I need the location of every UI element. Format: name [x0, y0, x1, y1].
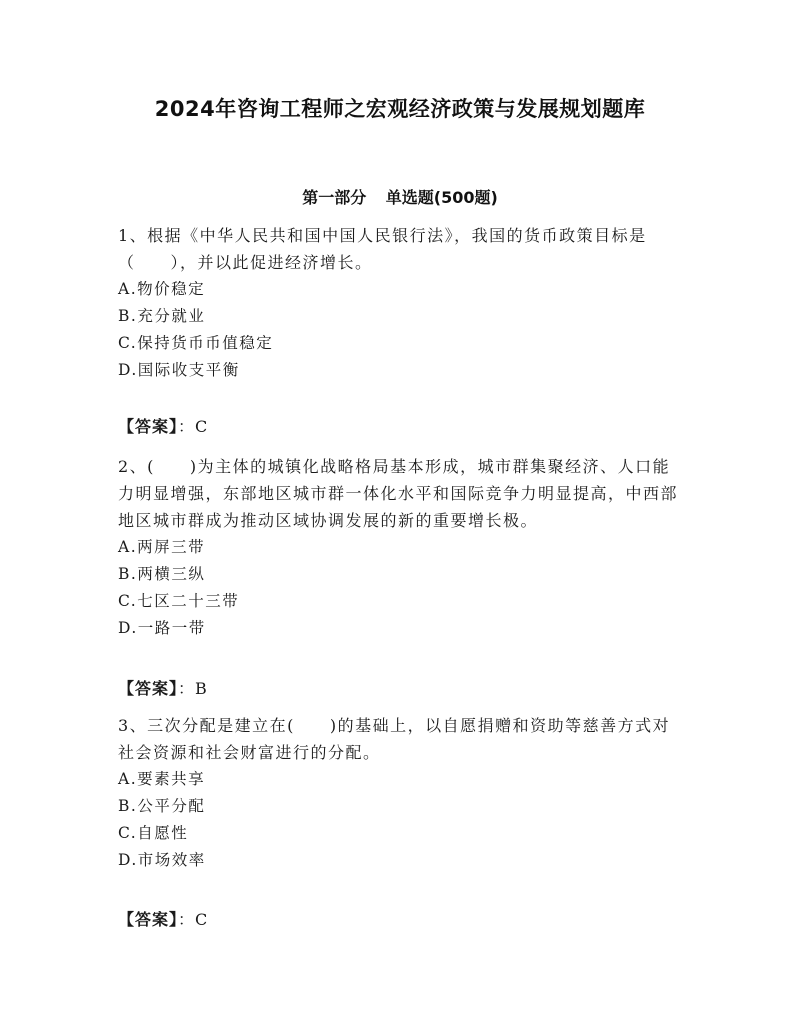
- option-b: B.两横三纵: [118, 565, 206, 583]
- answer-label: 【答案】: [118, 679, 179, 698]
- answer-value: B: [195, 679, 208, 698]
- answer-value: C: [195, 910, 209, 929]
- option-a: A.物价稳定: [118, 280, 206, 298]
- option-a: A.两屏三带: [118, 538, 206, 556]
- question-1: [118, 222, 684, 384]
- answer-3: [118, 907, 208, 930]
- option-a: A.要素共享: [118, 770, 206, 788]
- document-title: 2024年咨询工程师之宏观经济政策与发展规划题库: [154, 97, 646, 121]
- option-d: D.一路一带: [118, 619, 206, 637]
- section-type: 单选题(500题): [385, 188, 498, 207]
- section-heading: [0, 185, 800, 208]
- answer-value: C: [195, 417, 209, 436]
- question-stem: 2、( )为主体的城镇化战略格局基本形成，城市群集聚经济、人口能力明显增强，东部地区城市群一体化水平和国际竞争力明显提高，中西部地区城市群成为推动区域协调发展的新的重要增长极。: [118, 457, 679, 530]
- answer-label: 【答案】: [118, 910, 179, 929]
- section-part: 第一部分: [302, 188, 367, 207]
- question-stem: 3、三次分配是建立在( )的基础上，以自愿捐赠和资助等慈善方式对社会资源和社会财富进行的分配。: [118, 716, 671, 762]
- answer-2: [118, 676, 208, 699]
- answer-label: 【答案】: [118, 417, 179, 436]
- option-c: C.自愿性: [118, 824, 189, 842]
- option-c: C.保持货币币值稳定: [118, 334, 274, 352]
- question-3: [118, 712, 684, 874]
- option-c: C.七区二十三带: [118, 592, 240, 610]
- option-b: B.充分就业: [118, 307, 206, 325]
- option-b: B.公平分配: [118, 797, 206, 815]
- answer-sep: ：: [178, 679, 196, 698]
- answer-sep: ：: [178, 910, 196, 929]
- answer-sep: ：: [178, 417, 196, 436]
- question-stem: 1、根据《中华人民共和国中国人民银行法》，我国的货币政策目标是（ ），并以此促进经济增长。: [118, 226, 647, 272]
- answer-1: [118, 414, 208, 437]
- question-2: [118, 453, 684, 642]
- option-d: D.市场效率: [118, 851, 206, 869]
- option-d: D.国际收支平衡: [118, 361, 240, 379]
